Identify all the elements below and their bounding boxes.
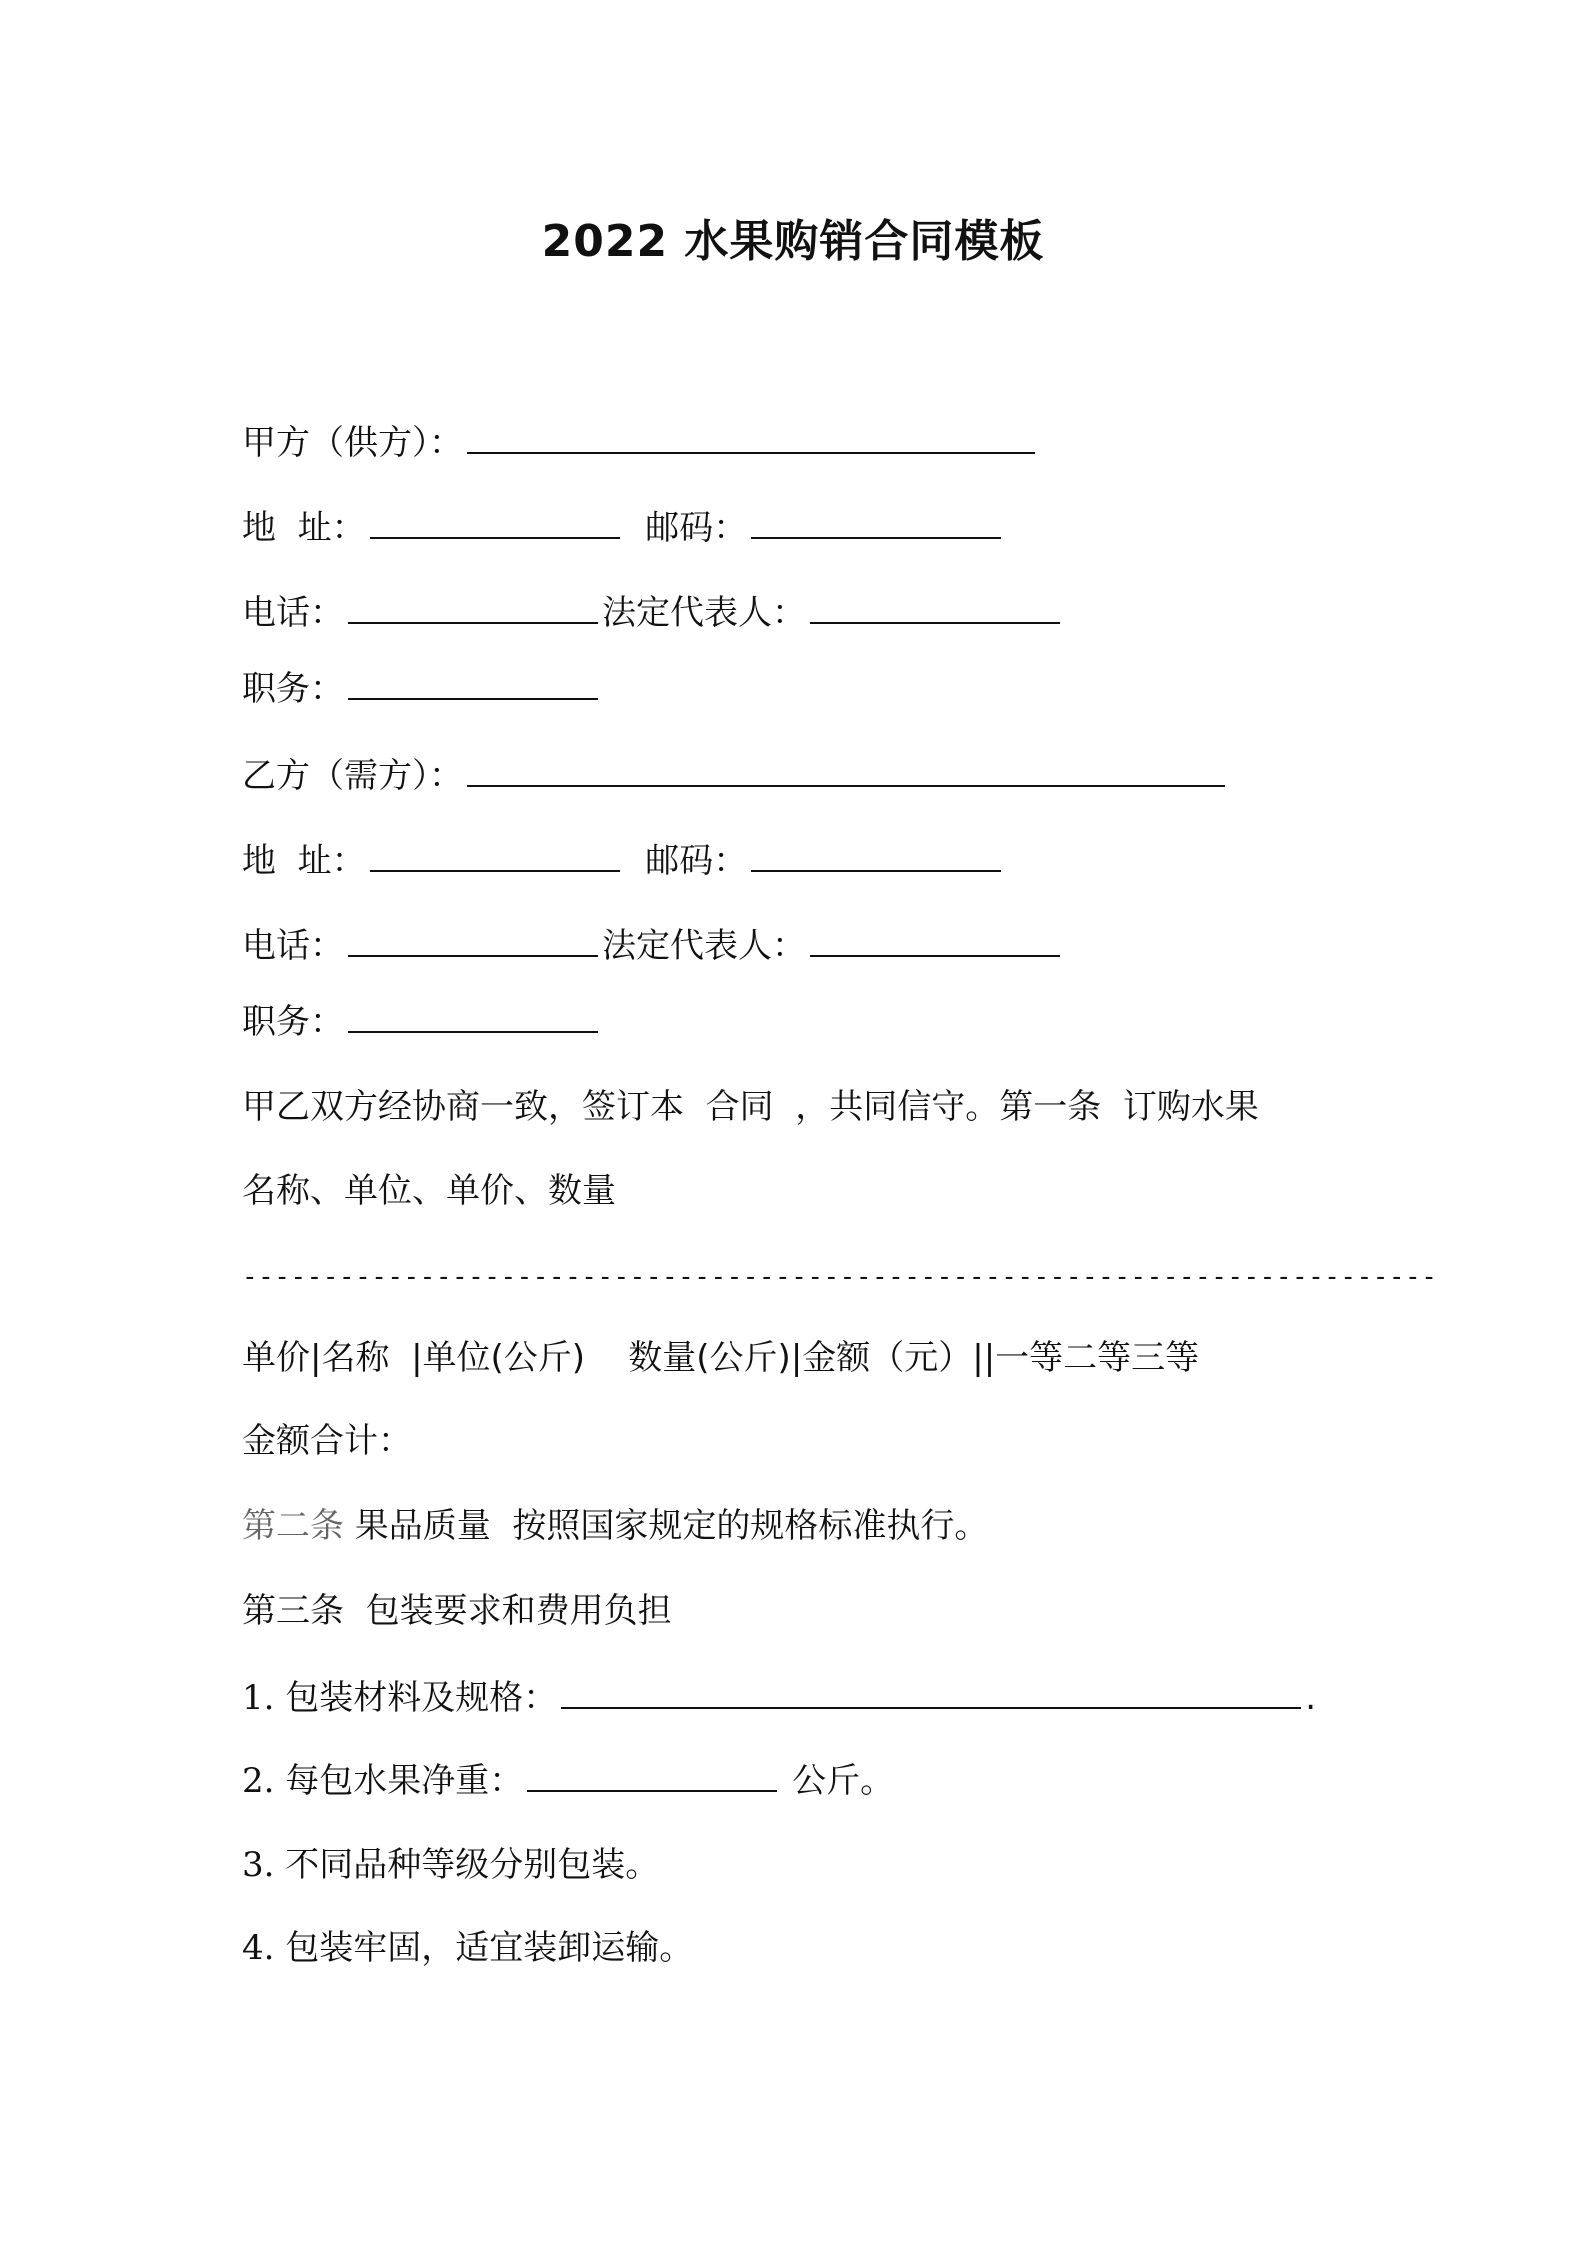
item-2-end: 公斤。 bbox=[781, 1761, 895, 1801]
party-a-postcode-blank bbox=[751, 505, 1001, 539]
item-4-row bbox=[242, 1925, 693, 1971]
dashed-separator: -------------------------------------------------------------------------- bbox=[242, 1262, 1438, 1292]
party-b-address-label: 地 址： bbox=[242, 841, 366, 881]
article-2-row bbox=[242, 1503, 988, 1549]
total-amount-label: 金额合计： bbox=[242, 1421, 412, 1461]
party-a-address-label: 地 址： bbox=[242, 508, 366, 548]
party-b-position-label: 职务： bbox=[242, 1002, 344, 1042]
item-1-number: 1. bbox=[242, 1678, 275, 1718]
item-3-number: 3. bbox=[242, 1845, 275, 1885]
party-a-postcode-label: 邮码： bbox=[645, 508, 748, 548]
party-b-name-row bbox=[242, 753, 1229, 799]
party-b-address-row bbox=[242, 838, 1005, 884]
item-1-blank bbox=[561, 1675, 1301, 1709]
article-2-prefix: 第二条 bbox=[242, 1506, 344, 1546]
party-b-name-blank bbox=[467, 753, 1225, 787]
party-b-phone-label: 电话： bbox=[242, 926, 344, 966]
item-1-row bbox=[242, 1675, 1316, 1721]
table-header-row: 单价|名称 |单位(公斤) 数量(公斤)|金额（元）||一等二等三等 bbox=[242, 1338, 1200, 1378]
party-b-address-blank bbox=[370, 838, 620, 872]
item-1-text: 包装材料及规格： bbox=[274, 1678, 558, 1718]
item-2-number: 2. bbox=[242, 1761, 275, 1801]
item-2-blank bbox=[527, 1758, 777, 1792]
item-4-text: 包装牢固，适宜装卸运输。 bbox=[274, 1928, 694, 1968]
party-a-legal-rep-label: 法定代表人： bbox=[602, 593, 806, 633]
party-b-legal-rep-blank bbox=[810, 923, 1060, 957]
item-3-text: 不同品种等级分别包装。 bbox=[274, 1845, 660, 1885]
party-b-position-blank bbox=[348, 999, 598, 1033]
party-a-address-blank bbox=[370, 505, 620, 539]
item-4-number: 4. bbox=[242, 1928, 275, 1968]
party-a-legal-rep-blank bbox=[810, 590, 1060, 624]
party-b-legal-rep-label: 法定代表人： bbox=[602, 926, 806, 966]
item-3-row bbox=[242, 1842, 659, 1888]
party-b-phone-row bbox=[242, 923, 1064, 969]
item-2-row bbox=[242, 1758, 894, 1804]
party-b-phone-blank bbox=[348, 923, 598, 957]
party-a-phone-label: 电话： bbox=[242, 593, 344, 633]
intro-line-1: 甲乙双方经协商一致，签订本 合同 ，共同信守。第一条 订购水果 bbox=[242, 1087, 1259, 1127]
party-b-position-row bbox=[242, 999, 602, 1045]
item-1-end: . bbox=[1305, 1678, 1317, 1718]
party-a-name-row bbox=[242, 420, 1039, 466]
document-title: 2022 水果购销合同模板 bbox=[541, 216, 1045, 267]
party-a-position-blank bbox=[348, 666, 598, 700]
party-b-postcode-label: 邮码： bbox=[645, 841, 748, 881]
party-b-postcode-blank bbox=[751, 838, 1001, 872]
party-a-position-row bbox=[242, 666, 602, 712]
party-a-position-label: 职务： bbox=[242, 669, 344, 709]
item-2-text: 每包水果净重： bbox=[274, 1761, 524, 1801]
party-a-name-blank bbox=[467, 420, 1035, 454]
article-3-heading: 第三条 包装要求和费用负担 bbox=[242, 1591, 672, 1631]
party-a-phone-blank bbox=[348, 590, 598, 624]
party-a-name-label: 甲方（供方）： bbox=[242, 423, 463, 463]
party-a-phone-row bbox=[242, 590, 1064, 636]
party-a-address-row bbox=[242, 505, 1005, 551]
article-2-text: 果品质量 按照国家规定的规格标准执行。 bbox=[344, 1506, 989, 1546]
intro-line-2: 名称、单位、单价、数量 bbox=[242, 1171, 616, 1211]
party-b-name-label: 乙方（需方）： bbox=[242, 756, 463, 796]
